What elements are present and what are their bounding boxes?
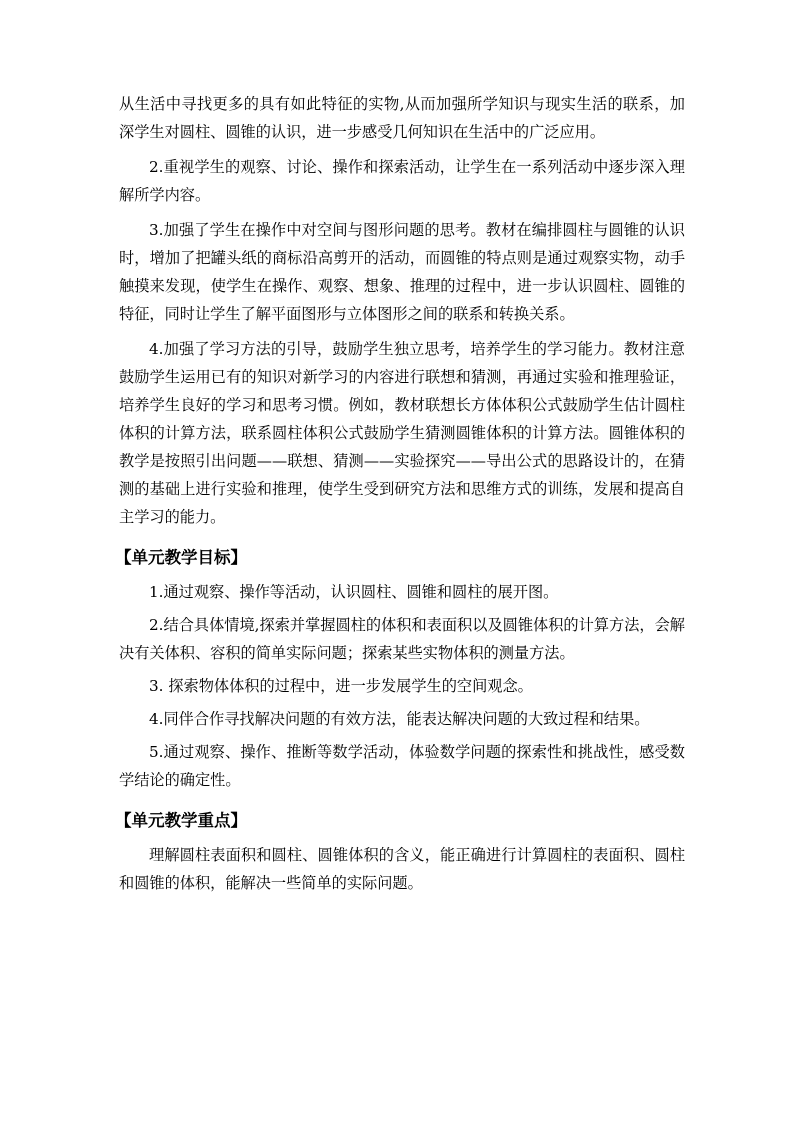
section-heading-key-points: 【单元教学重点】 (115, 811, 247, 830)
document-body (115, 90, 685, 904)
goal-item-4: 4.同伴合作寻找解决问题的有效方法，能表达解决问题的大致过程和结果。 (149, 710, 650, 728)
goal-item-2: 2.结合具体情境,探索并掌握圆柱的体积和表面积以及圆锥体积的计算方法，会解决有关体积、容积的简单实际问题；探索某些实物体积的测量方法。 (119, 616, 685, 662)
section-heading-goals: 【单元教学目标】 (115, 548, 247, 567)
goal-item-5: 5.通过观察、操作、推断等数学活动，体验数学问题的探索性和挑战性，感受数学结论的确定性。 (119, 743, 685, 789)
intro-paragraph-3: 3.加强了学生在操作中对空间与图形问题的思考。教材在编排圆柱与圆锥的认识时，增加了把罐头纸的商标沿高剪开的活动，而圆锥的特点则是通过观察实物，动手触摸来发现，使学生在操作、观察、想象、推理的过程中，进一步认识圆柱、圆锥的特征，同时让学生了解平面图形与立体图形之间的联系和转换关系。 (119, 221, 685, 323)
intro-paragraph-4: 4.加强了学习方法的引导，鼓励学生独立思考，培养学生的学习能力。教材注意鼓励学生运用已有的知识对新学习的内容进行联想和猜测，再通过实验和推理验证，培养学生良好的学习和思考习惯。例如，教材联想长方体体积公式鼓励学生估计圆柱体积的计算方法，联系圆柱体积公式鼓励学生猜测圆锥体积的计算方法。圆锥体积的教学是按照引出问题——联想、猜测——实验探究——导出公式的思路设计的，在猜测的基础上进行实验和推理，使学生受到研究方法和思维方式的训练，发展和提高自主学习的能力。 (119, 340, 685, 526)
goal-item-1: 1.通过观察、操作等活动，认识圆柱、圆锥和圆柱的展开图。 (149, 583, 559, 601)
intro-paragraph-continuation: 从生活中寻找更多的具有如此特征的实物,从而加强所学知识与现实生活的联系，加深学生对圆柱、圆锥的认识，进一步感受几何知识在生活中的广泛应用。 (119, 95, 685, 141)
intro-paragraph-2: 2.重视学生的观察、讨论、操作和探索活动，让学生在一系列活动中逐步深入理解所学内容。 (119, 158, 685, 204)
key-points-text: 理解圆柱表面积和圆柱、圆锥体积的含义，能正确进行计算圆柱的表面积、圆柱和圆锥的体积，能解决一些简单的实际问题。 (119, 846, 685, 892)
goal-item-3: 3. 探索物体体积的过程中，进一步发展学生的空间观念。 (149, 677, 533, 695)
